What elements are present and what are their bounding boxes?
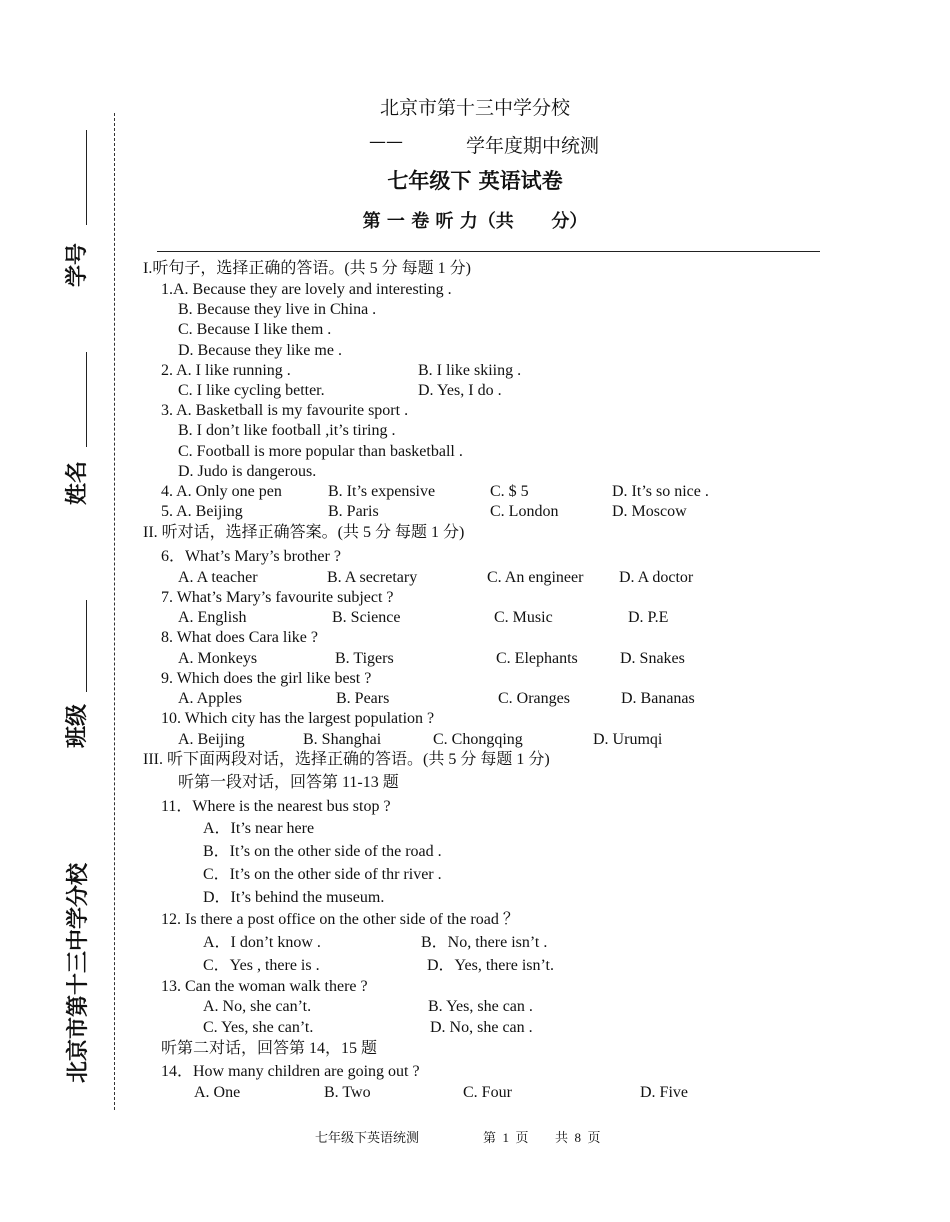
exam-text-line: B. Because they live in China . (178, 301, 377, 318)
exam-text-line: D．Yes, there isn’t. (427, 957, 554, 974)
exam-text-line: A. English (178, 609, 247, 626)
school-title: 北京市第十三中学分校 (379, 97, 570, 119)
exam-text-line: C．It’s on the other side of thr river . (203, 866, 442, 883)
exam-text-line: 4. A. Only one pen (161, 483, 282, 500)
exam-text-line: A. No, she can’t. (203, 998, 312, 1015)
exam-text-line: A. Beijing (178, 731, 245, 748)
class-write-line (86, 600, 87, 692)
exam-text-line: 10. Which city has the largest population ? (161, 710, 435, 727)
exam-text-line: 13. Can the woman walk there ? (161, 978, 368, 995)
exam-text-line: C. Because I like them . (178, 321, 332, 338)
exam-text-line: 9. Which does the girl like best ? (161, 670, 372, 687)
exam-text-line: B. Tigers (335, 650, 394, 667)
exam-text-line: 8. What does Cara like ? (161, 629, 318, 646)
exam-text-line: D. No, she can . (430, 1019, 533, 1036)
exam-type: 学年度期中统测 (466, 135, 600, 157)
exam-text-line: A．I don’t know . (203, 934, 321, 951)
part-title: 第 一 卷 听 力（共 分） (362, 211, 588, 232)
footer-subject: 七年级下英语统测 (315, 1130, 420, 1145)
exam-text-line: B. Paris (328, 503, 379, 520)
exam-text-line: C. Chongqing (433, 731, 523, 748)
exam-text-line: A. Apples (178, 690, 242, 707)
exam-text-line: D. P.E (628, 609, 669, 626)
exam-text-line: D. Urumqi (593, 731, 663, 748)
exam-text-line: B. Science (332, 609, 401, 626)
exam-text-line: D. Because they like me . (178, 342, 342, 359)
exam-text-line: A. Monkeys (178, 650, 258, 667)
exam-text-line: 12. Is there a post office on the other side of the road ？ (161, 911, 519, 928)
exam-text-line: D. It’s so nice . (612, 483, 709, 500)
name-label: 姓名 (65, 461, 90, 506)
binding-dashed-line (114, 113, 115, 1110)
exam-text-line: C. Four (463, 1084, 512, 1101)
exam-text-line: 听第二对话，回答第 14，15 题 (161, 1040, 378, 1057)
exam-text-line: B. It’s expensive (328, 483, 436, 500)
year-dash: —— (369, 132, 403, 152)
exam-text-line: 6．What’s Mary’s brother ? (161, 548, 341, 565)
exam-text-line: I.听句子，选择正确的答语。(共 5 分 每题 1 分) (143, 260, 471, 277)
exam-text-line: B. Two (324, 1084, 371, 1101)
exam-text-line: 听第一段对话，回答第 11-13 题 (178, 774, 399, 791)
student-id-label: 学号 (65, 243, 90, 288)
footer-total-pages: 共 8 页 (555, 1130, 601, 1145)
exam-text-line: B. A secretary (327, 569, 418, 586)
exam-text-line: C. I like cycling better. (178, 382, 325, 399)
exam-text-line: B. Pears (336, 690, 390, 707)
exam-text-line: II. 听对话，选择正确答案。(共 5 分 每题 1 分) (143, 524, 465, 541)
exam-text-line: D. Five (640, 1084, 688, 1101)
school-vertical-label: 北京市第十三中学分校 (66, 863, 91, 1084)
exam-text-line: C. Yes, she can’t. (203, 1019, 314, 1036)
footer-page-number: 第 1 页 (483, 1130, 529, 1145)
exam-text-line: B．No, there isn’t . (421, 934, 548, 951)
exam-text-line: 5. A. Beijing (161, 503, 243, 520)
exam-text-line: D. Judo is dangerous. (178, 463, 317, 480)
exam-text-line: D. Snakes (620, 650, 685, 667)
name-write-line (86, 352, 87, 447)
exam-text-line: 11．Where is the nearest bus stop ? (161, 798, 391, 815)
exam-text-line: D．It’s behind the museum. (203, 889, 385, 906)
exam-text-line: C. Elephants (496, 650, 578, 667)
exam-text-line: 1.A. Because they are lovely and interesting . (161, 281, 452, 298)
exam-text-line: C. $ 5 (490, 483, 529, 500)
exam-text-line: C. Oranges (498, 690, 570, 707)
exam-text-line: III. 听下面两段对话，选择正确的答语。(共 5 分 每题 1 分) (143, 751, 550, 768)
class-label: 班级 (65, 704, 90, 749)
exam-text-line: D. Bananas (621, 690, 695, 707)
exam-text-line: A. One (194, 1084, 241, 1101)
exam-text-line: B. I like skiing . (418, 362, 522, 379)
exam-text-line: B. Yes, she can . (428, 998, 533, 1015)
exam-text-line: A. A teacher (178, 569, 258, 586)
exam-text-line: D. Yes, I do . (418, 382, 502, 399)
exam-text-line: C．Yes , there is . (203, 957, 320, 974)
paper-title: 七年级下 英语试卷 (387, 169, 563, 193)
exam-text-line: C. An engineer (487, 569, 584, 586)
exam-text-line: B. I don’t like football ,it’s tiring . (178, 422, 396, 439)
exam-text-line: 14．How many children are going out ? (161, 1063, 420, 1080)
exam-text-line: 3. A. Basketball is my favourite sport . (161, 402, 409, 419)
exam-text-line: C. Music (494, 609, 553, 626)
exam-text-line: A．It’s near here (203, 820, 315, 837)
exam-text-line: D. Moscow (612, 503, 687, 520)
exam-text-line: C. London (490, 503, 559, 520)
exam-text-line: D. A doctor (619, 569, 694, 586)
exam-text-line: 7. What’s Mary’s favourite subject ? (161, 589, 394, 606)
exam-text-line: C. Football is more popular than basketball . (178, 443, 463, 460)
exam-text-line: 2. A. I like running . (161, 362, 291, 379)
student-id-write-line (86, 130, 87, 225)
exam-text-line: B．It’s on the other side of the road . (203, 843, 442, 860)
header-rule (157, 251, 820, 252)
exam-text-line: B. Shanghai (303, 731, 382, 748)
